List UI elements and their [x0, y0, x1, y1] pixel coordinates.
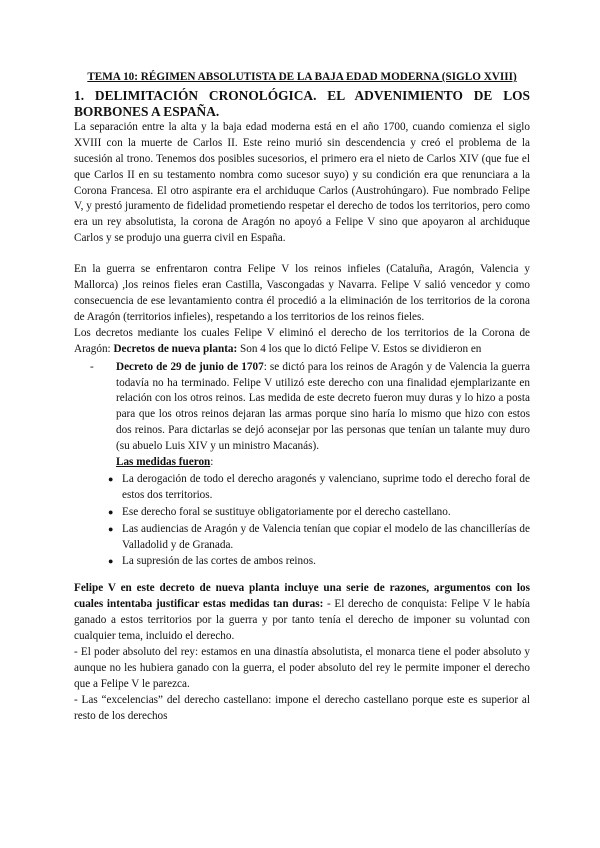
measure-text: La derogación de todo el derecho aragonés y valenciano, suprime todo el derecho foral de estos dos territorios.: [122, 472, 530, 501]
decretos-text-end: Son 4 los que lo dictó Felipe V. Estos se dividieron en: [237, 342, 482, 355]
paragraph-decretos: [74, 326, 530, 358]
measure-text: Ese derecho foral se sustituye obligatoriamente por el derecho castellano.: [122, 505, 451, 518]
bullet-icon: ●: [108, 506, 114, 517]
paragraph-guerra: En la guerra se enfrentaron contra Felipe V los reinos infieles (Cataluña, Aragón, Valencia y Mallorca) ,los reinos fieles eran Castilla, Vascongadas y Navarra. Felipe V salió vencedor y como consecuencia de ese levantamiento contra él procedió a la eliminación de los territorios de la corona de Aragón (territorios infieles), respetando a los territorios de los reinos fieles.: [74, 263, 530, 323]
measures-heading: [116, 455, 530, 471]
document-title: TEMA 10: RÉGIMEN ABSOLUTISTA DE LA BAJA EDAD MODERNA (SIGLO XVIII): [87, 71, 517, 83]
measures-list: [108, 472, 530, 570]
razones-conquista: - El derecho de conquista: Felipe V le había ganado a estos territorios por la guerra y por tanto tenía el derecho de imponer su voluntad con cualquier tema, incluido el derecho.: [74, 598, 530, 643]
document-page: [74, 70, 530, 725]
bullet-icon: ●: [108, 556, 114, 567]
list-item: [108, 472, 530, 504]
bullet-icon: ●: [108, 523, 114, 534]
measures-heading-text: Las medidas fueron: [116, 456, 211, 469]
decretos-text: Los decretos mediante los cuales Felipe V eliminó el derecho de los territorios de la Corona de Aragón:: [74, 326, 530, 355]
paragraph-sucesion: La separación entre la alta y la baja edad moderna está en el año 1700, cuando comienza el siglo XVIII con la muerte de Carlos II. Este reino murió sin descendencia y creó el problema de la sucesión al trono. Tenemos dos posibles sucesorios, el primero era el nieto de Carlos XIV (que fue el que Carlos II en su testamento nombra como sucesor suyo) y su condición era que renunciara a la Corona Francesa. El otro aspirante era el archiduque Carlos (Austrohúngaro). Fue nombrado Felipe V, y prestó juramento de fidelidad prometiendo respetar el derecho de todos los territorios, pero como era un rey absolutista, la corona de Aragón no apoyó a Felipe V sino que apoyaron al archiduque Carlos y se produjo una guerra civil en España.: [74, 120, 530, 245]
paragraph-poder-absoluto: - El poder absoluto del rey: estamos en una dinastía absolutista, el monarca tiene el poder absoluto y aunque no les hubiera ganado con la guerra, el poder absoluto del rey le permite imponer el derecho que a Felipe V le parezca.: [74, 646, 530, 690]
list-item: [108, 505, 530, 521]
decree-item: [90, 360, 530, 455]
paragraph-razones: [74, 581, 530, 645]
measures-colon: :: [210, 456, 214, 469]
razones-intro: Felipe V en este decreto de nueva planta incluye una serie de razones, argumentos con los cuales intentaba justificar estas medidas tan duras:: [74, 582, 530, 611]
list-item: [108, 554, 530, 570]
bullet-icon: ●: [108, 473, 114, 484]
measure-text: La supresión de las cortes de ambos reinos.: [122, 555, 316, 568]
decretos-nueva-planta: Decretos de nueva planta:: [113, 342, 238, 355]
decree-paragraph: [116, 360, 530, 455]
decree-date: Decreto de 29 de junio de 1707: [116, 360, 264, 373]
list-item: [108, 522, 530, 554]
paragraph-excelencias: - Las “excelencias” del derecho castellano: impone el derecho castellano porque este es superior al resto de los derechos: [74, 693, 530, 722]
measure-text: Las audiencias de Aragón y de Valencia tenían que copiar el modelo de las chancillerías de Valladolid y de Granada.: [122, 522, 530, 551]
dash-marker: -: [90, 360, 94, 373]
decree-text: : se dictó para los reinos de Aragón y de Valencia la guerra todavía no ha terminado. Felipe V utilizó este derecho con una finalidad ejemplarizante en relación con los otros reinos. Las medida de este decreto fueron muy duras y lo hizo a posta para que los otros reinos dejaran las armas porque sino haría lo mismo que hizo con estos dos reinos. Para dictarlas se dejó aconsejar por las personas que tenían un talante muy duro (su abuelo Luis XIV y un ministro Macanás).: [116, 360, 530, 453]
section-heading: 1. DELIMITACIÓN CRONOLÓGICA. EL ADVENIMIENTO DE LOS BORBONES A ESPAÑA.: [74, 87, 530, 119]
